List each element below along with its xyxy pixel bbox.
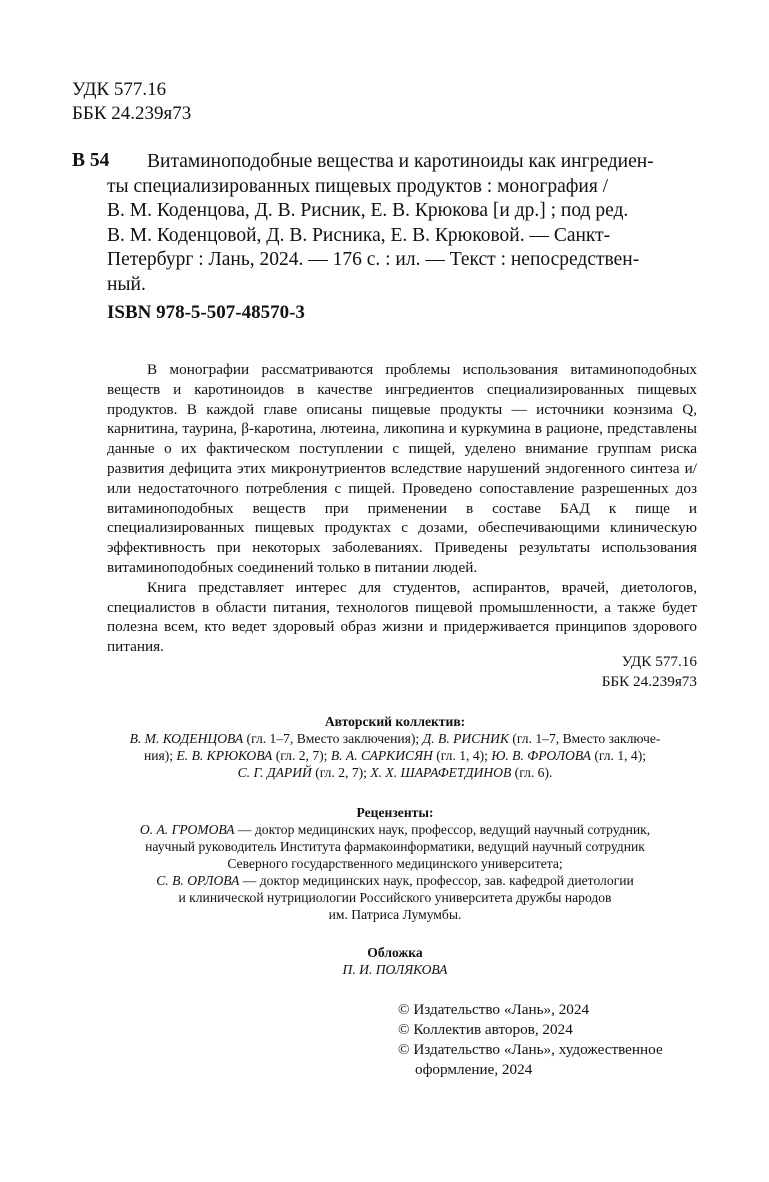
bbk-code: ББК 24.239я73	[72, 103, 192, 124]
reviewer-name: О. А. ГРОМОВА	[139, 822, 235, 837]
reviewer-credentials: — доктор медицинских наук, профессор, зав. кафедрой диетологии	[239, 873, 634, 888]
bibliographic-description	[107, 150, 697, 297]
author-name: В. А. САРКИСЯН	[330, 748, 433, 763]
copyright-line: © Издательство «Лань», 2024	[398, 1001, 590, 1018]
reviewer-line: и клинической нутрициологии Российского университета дружбы народов	[178, 890, 612, 905]
author-chapters: (гл. 1, 4);	[590, 748, 647, 763]
author-name: Х. Х. ШАРАФЕТДИНОВ	[370, 765, 512, 780]
author-chapters: ния);	[143, 748, 177, 763]
author-chapters: (гл. 2, 7);	[311, 765, 371, 780]
reviewer-name: С. В. ОРЛОВА	[156, 873, 240, 888]
classification-bottom	[602, 652, 697, 692]
author-name: С. Г. ДАРИЙ	[237, 765, 312, 780]
author-name: В. М. КОДЕНЦОВА	[129, 731, 244, 746]
author-chapters: (гл. 1–7, Вместо заключе-	[508, 731, 661, 746]
authors-line	[100, 764, 690, 781]
biblio-line: Витаминоподобные вещества и каротиноиды как ингредиен-	[147, 151, 654, 172]
isbn: ISBN 978-5-507-48570-3	[107, 302, 305, 323]
reviewer-line: научный руководитель Института фармакоинформатики, ведущий научный сотрудник	[145, 839, 645, 854]
authors-heading: Авторский коллектив:	[324, 714, 466, 729]
bbk-code: ББК 24.239я73	[601, 673, 697, 690]
authors-line	[100, 747, 690, 764]
biblio-line: ты специализированных пищевых продуктов : монография /	[107, 175, 609, 197]
cover-heading: Обложка	[367, 945, 423, 960]
abstract-paragraph: В монографии рассматриваются проблемы использования витаминоподобных веществ и каротиноидов в качестве ингредиентов специализированных пищевых продуктов. В каждой главе описаны пищевые продукты — источники коэнзима Q, карнитина, таурина, β-каротина, лютеина, ликопина и куркумина в рационе, представлены данные о их фактическом поступлении с пищей, уделено внимание группам риска развития дефицита этих микронутриентов вследствие нарушений эндогенного синтеза и/или недостаточного потребления с пищей. Проведено сопоставление разрешенных доз витаминоподобных веществ при применении в составе БАД к пище и специализированных пищевых продуктах с дозами, обеспечивающими клиническую эффективность при некоторых заболеваниях. Приведены результаты использования витаминоподобных соединений только в питании людей.	[107, 361, 697, 576]
copyright-line: © Коллектив авторов, 2024	[398, 1021, 573, 1038]
abstract	[107, 360, 697, 657]
udk-code: УДК 577.16	[621, 653, 697, 670]
reviewer-line: Северного государственного медицинского университета;	[227, 856, 563, 871]
copyright-line: © Издательство «Лань», художественное	[398, 1041, 663, 1058]
author-name: Ю. В. ФРОЛОВА	[491, 748, 591, 763]
copyright-block	[398, 1000, 663, 1080]
reviewer-credentials: — доктор медицинских наук, профессор, ведущий научный сотрудник,	[234, 822, 651, 837]
udk-code: УДК 577.16	[72, 79, 167, 100]
author-chapters: (гл. 2, 7);	[272, 748, 331, 763]
reviewers-heading: Рецензенты:	[356, 805, 434, 820]
copyright-line: оформление, 2024	[415, 1061, 533, 1078]
authors-line	[100, 730, 690, 747]
author-name: Д. В. РИСНИК	[422, 731, 509, 746]
author-sign-code: В 54	[72, 150, 110, 171]
author-name: Е. В. КРЮКОВА	[176, 748, 273, 763]
reviewer-line	[100, 872, 690, 889]
biblio-line: В. М. Коденцовой, Д. В. Рисника, Е. В. Крюковой. — Санкт-	[107, 224, 611, 246]
author-chapters: (гл. 1–7, Вместо заключения);	[243, 731, 423, 746]
biblio-line: Петербург : Лань, 2024. — 176 с. : ил. — Текст : непосредствен-	[107, 249, 640, 270]
classification-top	[72, 78, 191, 126]
cover-block	[100, 944, 690, 978]
abstract-paragraph: Книга представляет интерес для студентов, аспирантов, врачей, диетологов, специалистов в области питания, технологов пищевой промышленности, а также будет полезна всем, кто ведет здоровый образ жизни и придерживается принципов здорового питания.	[107, 578, 697, 656]
biblio-line: ный.	[107, 273, 146, 295]
author-chapters: (гл. 1, 4);	[432, 748, 492, 763]
author-chapters: (гл. 6).	[511, 765, 553, 780]
reviewer-line: им. Патриса Лумумбы.	[328, 907, 462, 922]
authors-block	[100, 713, 690, 781]
reviewer-line	[100, 821, 690, 838]
cover-designer-name: П. И. ПОЛЯКОВА	[342, 962, 448, 977]
biblio-line: В. М. Коденцова, Д. В. Рисник, Е. В. Крюкова [и др.] ; под ред.	[107, 200, 629, 221]
reviewers-block	[100, 804, 690, 923]
